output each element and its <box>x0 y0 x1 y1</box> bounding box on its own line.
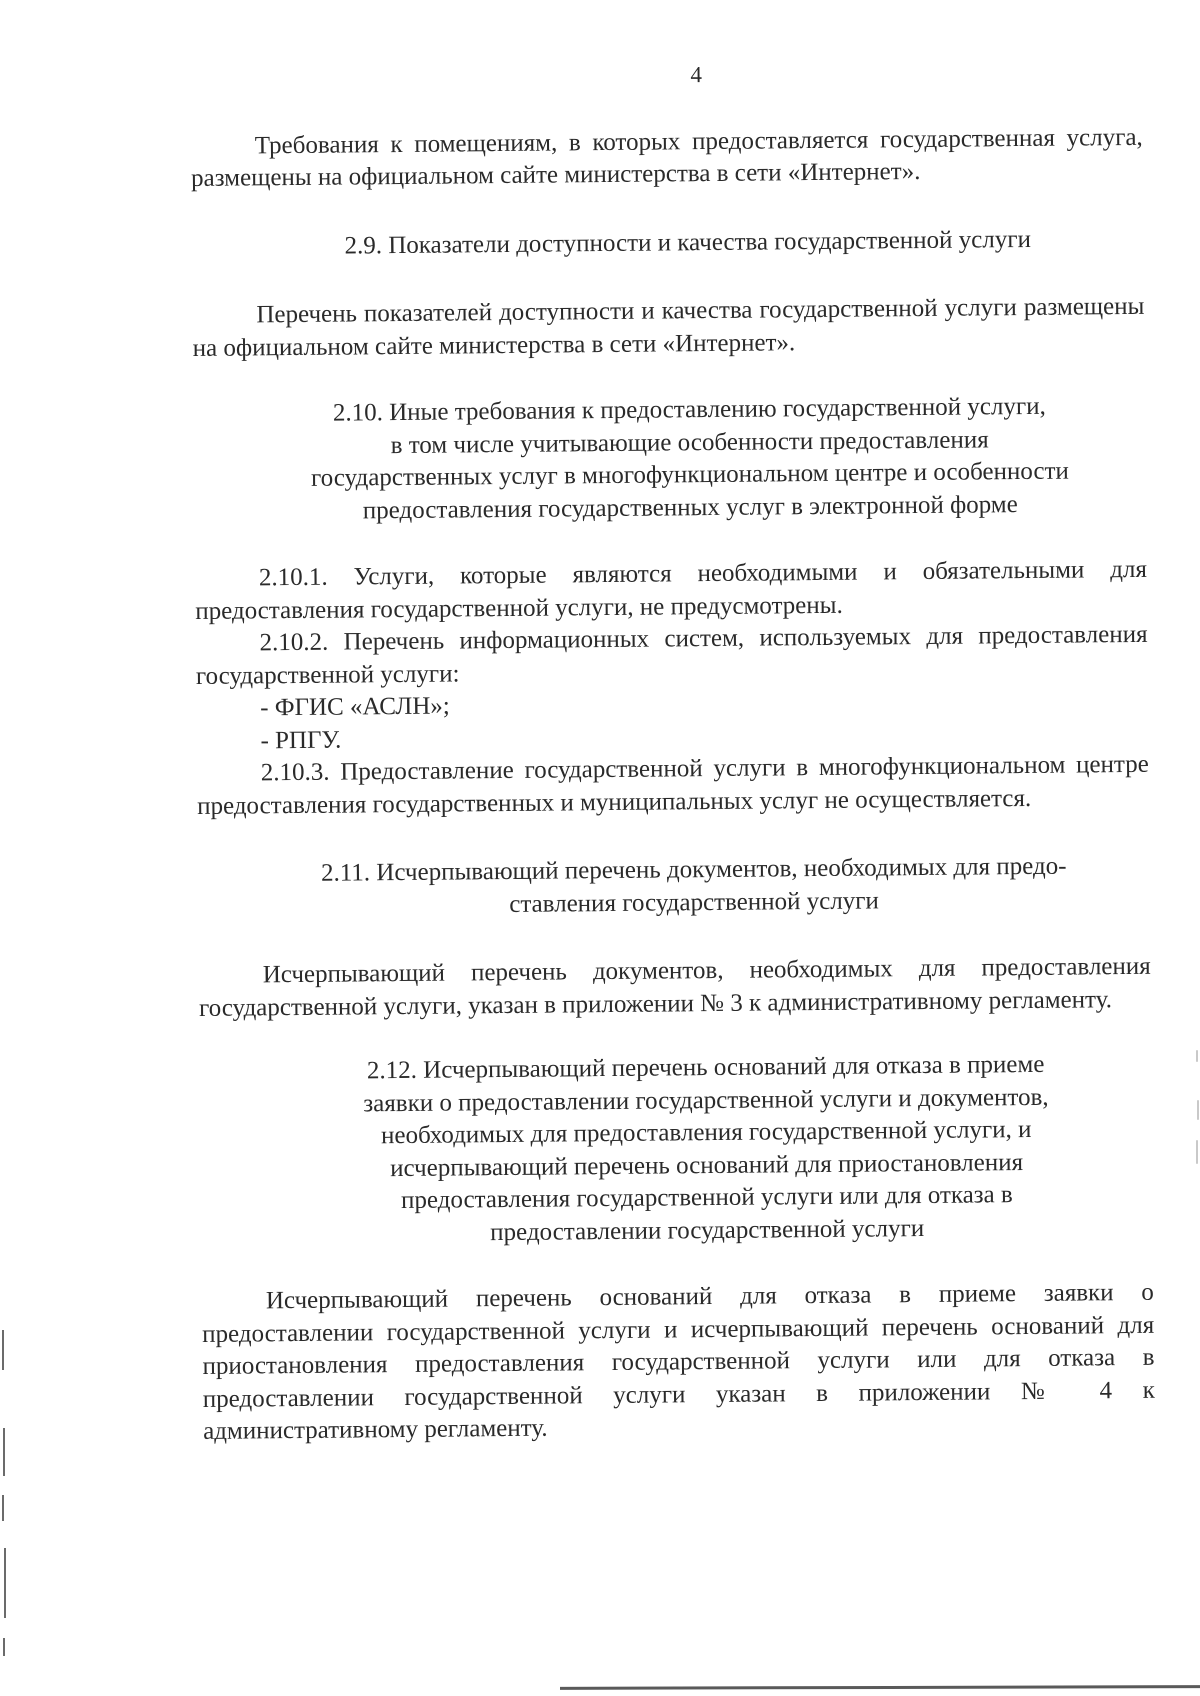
paragraph-refusal-grounds: Исчерпывающий перечень оснований для отказа в приеме заявки о предоставлении государственной услуги и исчерпывающий перечень оснований для приостановления предоставления государственной услуги или для отказа в предоставлении государственной услуги указан в приложении № 4 к административному регламенту. <box>202 1278 1155 1445</box>
heading-line: предоставления государственных услуг в электронной форме <box>362 490 1018 524</box>
heading-line: ставления государственной услуги <box>509 886 879 918</box>
heading-line: 2.12. Исчерпывающий перечень оснований для отказа в приеме <box>366 1050 1045 1085</box>
section-heading-2-9: 2.9. Показатели доступности и качества государственной услуги <box>344 225 1032 260</box>
heading-line: исчерпывающий перечень оснований для приостановления <box>389 1148 1024 1182</box>
scan-edge-mark <box>1196 1050 1198 1062</box>
paragraph-documents: Исчерпывающий перечень документов, необходимых для предоставления государственной услуги, указан в приложении № 3 к административному регламенту. <box>198 952 1151 1022</box>
page-content <box>190 55 1155 1449</box>
list-item-rpgu: - РПГУ. <box>260 726 342 754</box>
scan-bottom-edge-line <box>560 1685 1200 1690</box>
page-number: 4 <box>690 62 702 88</box>
paragraph-2-10-2: 2.10.2. Перечень информационных систем, используемых для предоставления государственной услуги: <box>195 620 1148 690</box>
list-item-fgis: - ФГИС «АСЛН»; <box>260 692 450 722</box>
paragraph-premises-requirements: Требования к помещениям, в которых предоставляется государственная услуга, размещены на официальном сайте министерства в сети «Интернет». <box>190 123 1143 192</box>
scan-edge-mark <box>2 1495 4 1521</box>
heading-line: предоставления государственной услуги или для отказа в <box>400 1181 1013 1215</box>
section-heading-2-10 <box>219 390 1120 529</box>
heading-line: государственных услуг в многофункциональном центре и особенности <box>310 457 1069 492</box>
heading-line: заявки о предоставлении государственной услуги и документов, <box>363 1083 1049 1117</box>
scan-edge-mark <box>1197 1100 1199 1120</box>
section-heading-2-11 <box>239 850 1110 923</box>
paragraph-2-10-3: 2.10.3. Предоставление государственной услуги в многофункциональном центре предоставления государственных и муниципальных услуг не осуществляется. <box>196 750 1149 820</box>
scan-edge-mark <box>3 1428 5 1476</box>
scan-edge-mark <box>4 1548 6 1618</box>
scan-edge-mark <box>3 1638 5 1656</box>
heading-line: предоставлении государственной услуги <box>490 1214 925 1246</box>
heading-line: 2.11. Исчерпывающий перечень документов, необходимых для предо- <box>320 852 1067 887</box>
heading-line: 2.10. Иные требования к предоставлению государственной услуги, <box>332 392 1046 427</box>
heading-line: в том числе учитывающие особенности предоставления <box>390 425 989 459</box>
paragraph-indicators: Перечень показателей доступности и качества государственной услуги размещены на официальном сайте министерства в сети «Интернет». <box>192 292 1145 362</box>
scan-edge-mark <box>1196 1140 1198 1164</box>
scan-edge-mark <box>2 1330 4 1370</box>
paragraph-2-10-1: 2.10.1. Услуги, которые являются необходимыми и обязательными для предоставления государственной услуги, не предусмотрены. <box>195 555 1148 625</box>
section-heading-2-12 <box>266 1048 1088 1251</box>
heading-line: необходимых для предоставления государственной услуги, и <box>380 1115 1032 1150</box>
